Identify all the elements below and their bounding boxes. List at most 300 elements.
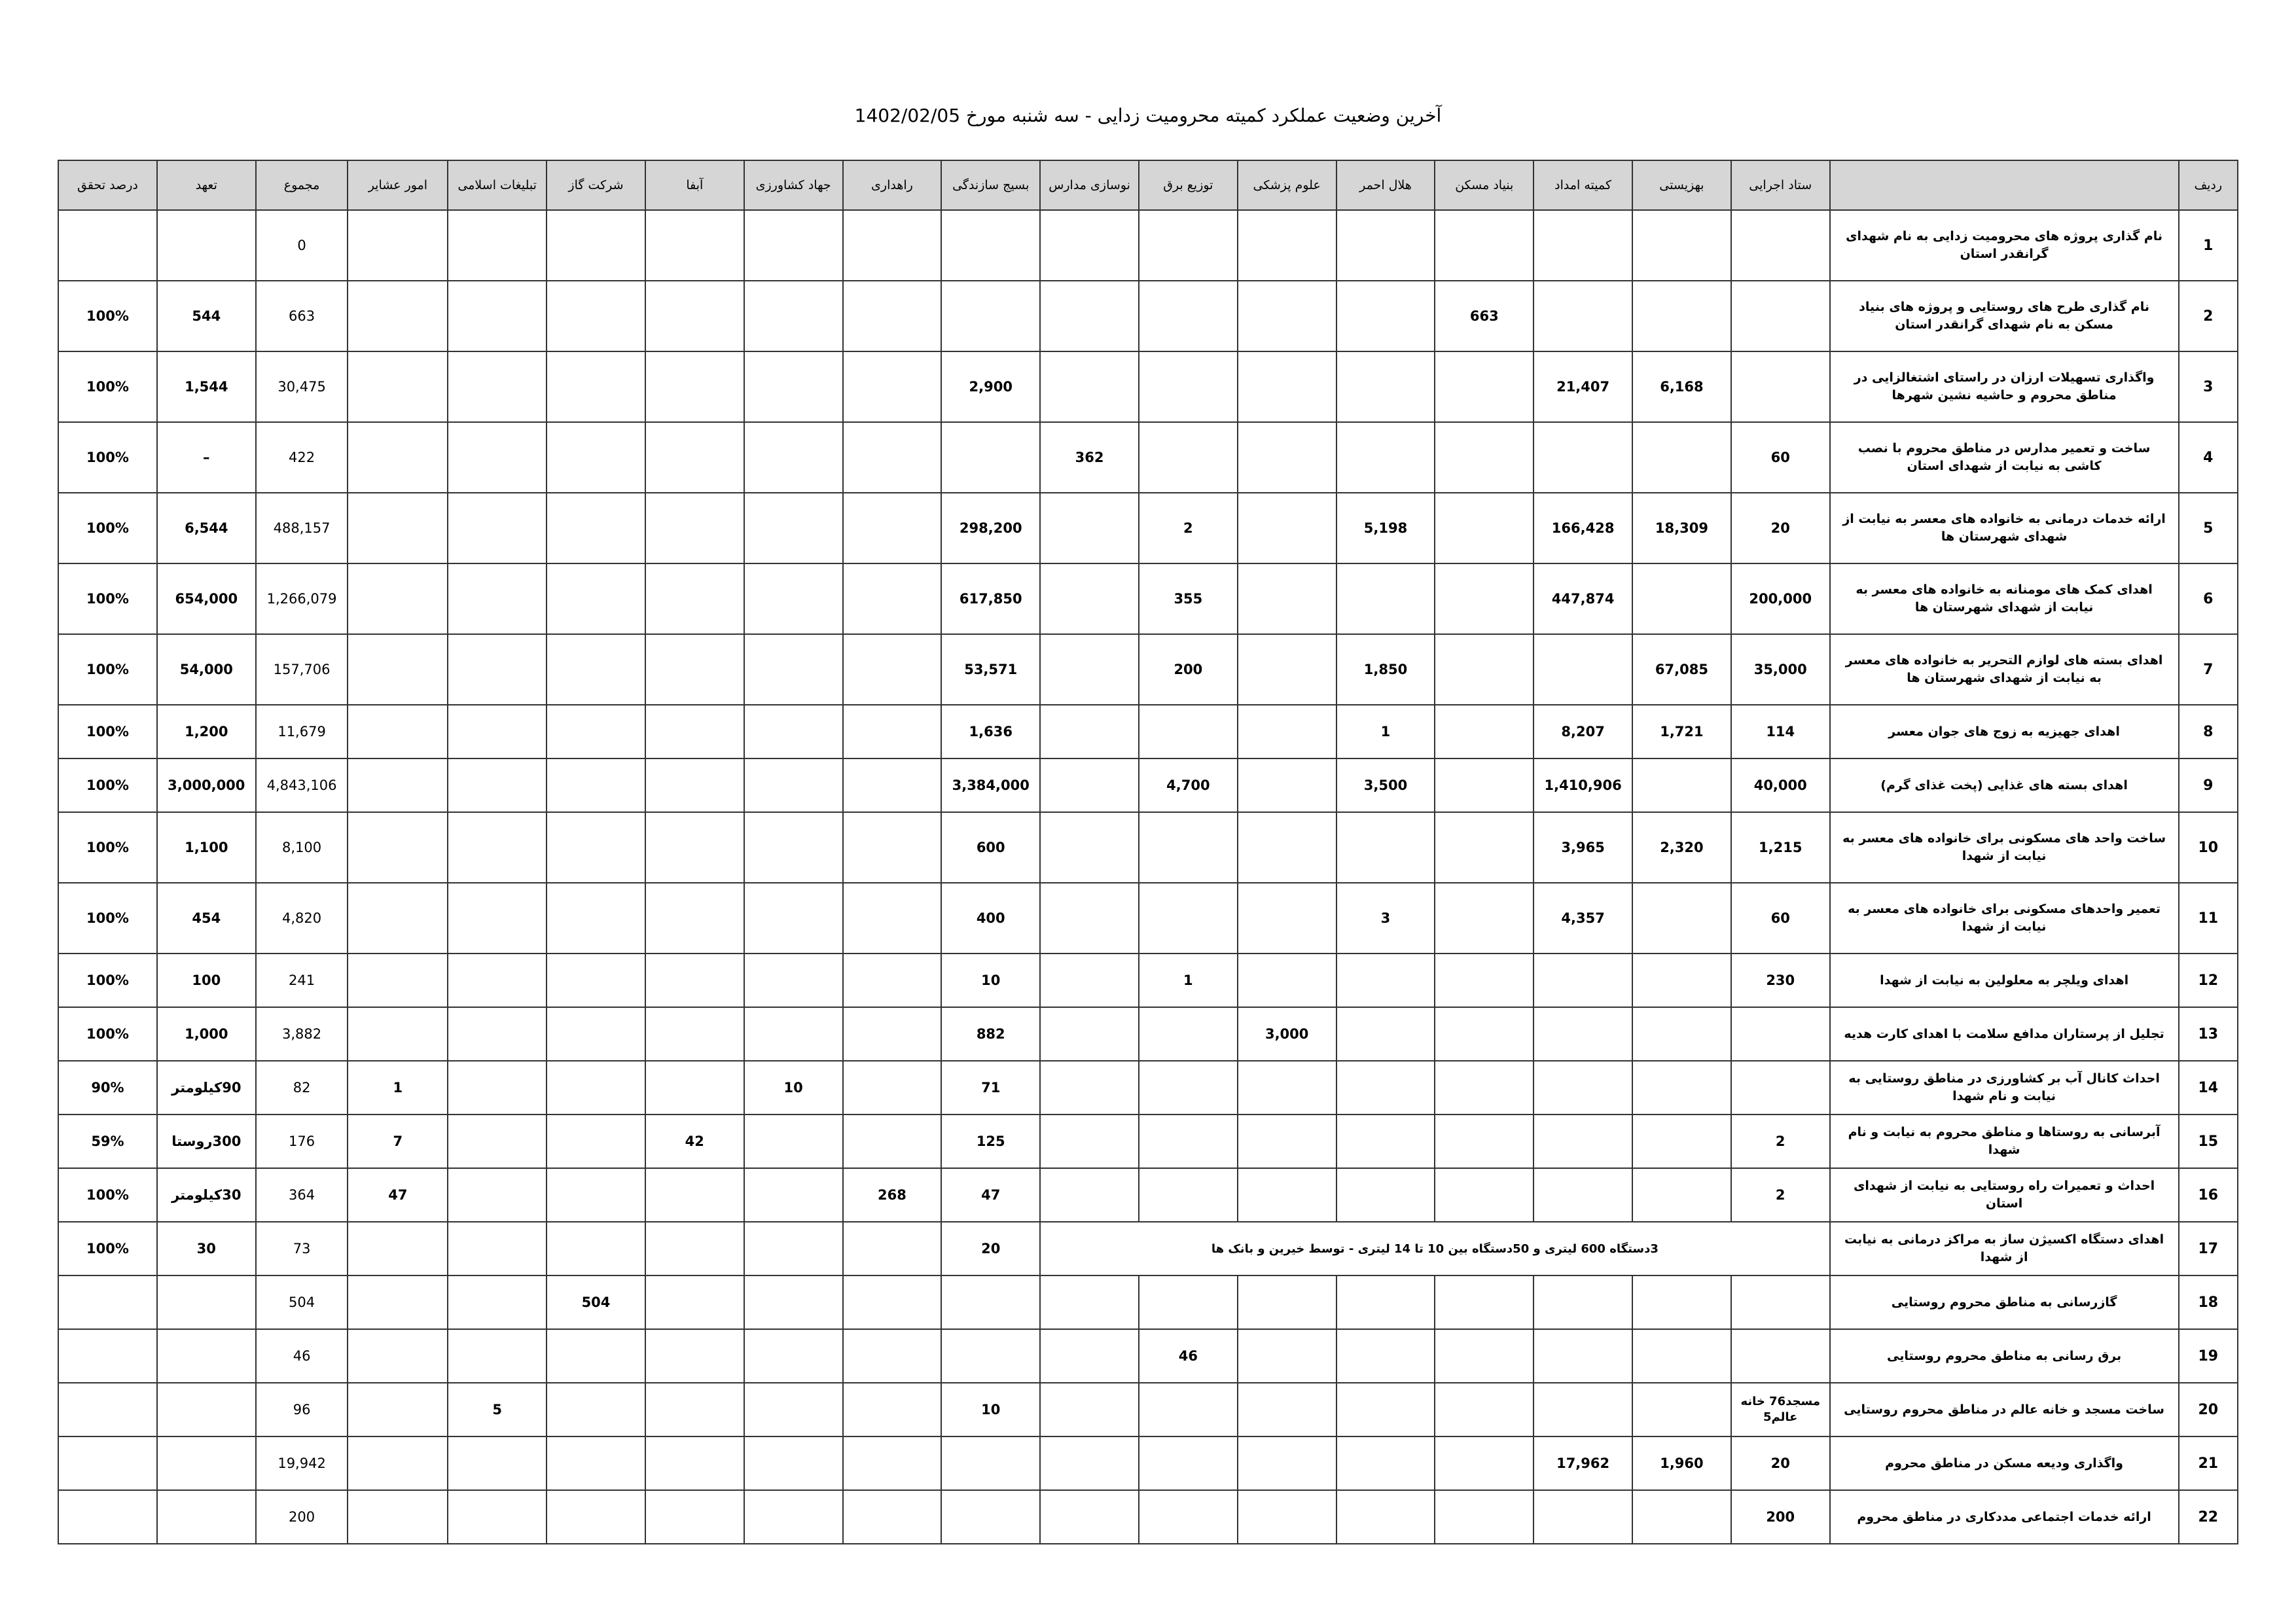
data-cell [1534,1383,1632,1436]
row-number-cell: 1 [2179,210,2238,281]
data-cell [547,758,645,812]
commitment-cell [157,1436,256,1490]
data-cell [1040,1061,1139,1115]
data-cell [448,1222,547,1275]
data-cell [1336,1436,1435,1490]
percent-cell: 100% [58,758,157,812]
data-cell: 4,700 [1139,758,1238,812]
percent-cell: 100% [58,634,157,705]
percent-cell: 100% [58,281,157,351]
data-cell [1238,422,1336,493]
row-number-cell: 11 [2179,883,2238,954]
data-cell [1040,1275,1139,1329]
data-cell [448,210,547,281]
data-cell [1435,634,1534,705]
data-cell [1040,812,1139,883]
data-cell: 1,850 [1336,634,1435,705]
data-cell [1632,758,1731,812]
data-cell [1534,422,1632,493]
data-cell [645,1329,744,1383]
data-cell [843,1490,942,1544]
row-number-cell: 20 [2179,1383,2238,1436]
total-cell: 422 [256,422,348,493]
row-title-cell: اهدای ویلچر به معلولین به نیابت از شهدا [1830,954,2179,1007]
data-cell [1238,210,1336,281]
data-cell [744,1115,843,1168]
data-cell [1731,1061,1830,1115]
commitment-cell: 1,100 [157,812,256,883]
data-cell: 67,085 [1632,634,1731,705]
data-cell: 42 [645,1115,744,1168]
data-cell [843,1383,942,1436]
header-sherkat-gaz: شرکت گاز [547,160,645,210]
commitment-cell [157,1329,256,1383]
data-cell [744,281,843,351]
data-cell [1040,883,1139,954]
data-cell [348,954,448,1007]
data-cell [348,1436,448,1490]
data-cell [448,351,547,422]
data-cell [1336,281,1435,351]
data-cell [1139,1061,1238,1115]
total-cell: 157,706 [256,634,348,705]
data-cell [448,1436,547,1490]
data-cell [1139,210,1238,281]
performance-table [58,160,2238,1544]
data-cell: 60 [1731,883,1830,954]
percent-cell [58,1383,157,1436]
data-cell: 600 [941,812,1040,883]
data-cell [645,954,744,1007]
total-cell: 30,475 [256,351,348,422]
data-cell [1435,493,1534,563]
header-nosazi-madares: نوسازی مدارس [1040,160,1139,210]
table-row [58,954,2238,1007]
data-cell: 17,962 [1534,1436,1632,1490]
data-cell [843,1115,942,1168]
data-cell [645,493,744,563]
data-cell [448,1007,547,1061]
header-oloom-pezeshki: علوم پزشکی [1238,160,1336,210]
data-cell: 2,900 [941,351,1040,422]
data-cell [448,563,547,634]
data-cell [744,422,843,493]
data-cell: 60 [1731,422,1830,493]
data-cell [1336,1007,1435,1061]
data-cell [1040,1436,1139,1490]
data-cell [1139,812,1238,883]
data-cell [1731,281,1830,351]
data-cell [547,563,645,634]
data-cell: 298,200 [941,493,1040,563]
data-cell [348,1490,448,1544]
row-number-cell: 21 [2179,1436,2238,1490]
data-cell [1238,1115,1336,1168]
data-cell: 4,357 [1534,883,1632,954]
data-cell: 3,500 [1336,758,1435,812]
data-cell [744,1275,843,1329]
data-cell [645,1061,744,1115]
commitment-cell: 654,000 [157,563,256,634]
header-total: مجموع [256,160,348,210]
data-cell [1435,1007,1534,1061]
percent-cell: 100% [58,883,157,954]
data-cell: 2 [1139,493,1238,563]
row-title-cell: اهدای بسته های لوازم التحریر به خانواده های معسر به نیابت از شهدای شهرستان ها [1830,634,2179,705]
total-cell: 8,100 [256,812,348,883]
row-title-cell: ساخت مسجد و خانه عالم در مناطق محروم روستایی [1830,1383,2179,1436]
data-cell [1435,705,1534,758]
data-cell [1238,1436,1336,1490]
total-cell: 200 [256,1490,348,1544]
data-cell [1534,1275,1632,1329]
data-cell [1534,634,1632,705]
total-cell: 96 [256,1383,348,1436]
data-cell [1534,1490,1632,1544]
data-cell [843,1436,942,1490]
header-title [1830,160,2179,210]
data-cell [547,954,645,1007]
data-cell: 10 [941,1383,1040,1436]
data-cell [547,422,645,493]
header-tozi-bargh: توزیع برق [1139,160,1238,210]
data-cell [645,1222,744,1275]
row-number-cell: 10 [2179,812,2238,883]
data-cell [1435,1061,1534,1115]
percent-cell: 100% [58,422,157,493]
table-row [58,351,2238,422]
data-cell [448,493,547,563]
commitment-cell: 54,000 [157,634,256,705]
data-cell: 663 [1435,281,1534,351]
data-cell [1040,281,1139,351]
data-cell [1435,351,1534,422]
row-title-cell: آبرسانی به روستاها و مناطق محروم به نیابت و نام شهدا [1830,1115,2179,1168]
data-cell: 5,198 [1336,493,1435,563]
data-cell [1139,351,1238,422]
data-cell [941,1275,1040,1329]
data-cell: 47 [941,1168,1040,1222]
table-row [58,1007,2238,1061]
data-cell [1435,210,1534,281]
data-cell: 200 [1731,1490,1830,1544]
data-cell: 1,215 [1731,812,1830,883]
row-title-cell: نام گذاری طرح های روستایی و پروژه های بنیاد مسکن به نام شهدای گرانقدر استان [1830,281,2179,351]
data-cell: 2 [1731,1115,1830,1168]
table-row [58,422,2238,493]
data-cell [941,1490,1040,1544]
data-cell [1435,1115,1534,1168]
data-cell [744,1007,843,1061]
data-cell [1238,883,1336,954]
data-cell [1040,351,1139,422]
header-tablighat-eslami: تبلیغات اسلامی [448,160,547,210]
row-title-cell: نام گذاری پروژه های محرومیت زدایی به نام شهدای گرانقدر استان [1830,210,2179,281]
commitment-cell: 30 [157,1222,256,1275]
data-cell: 125 [941,1115,1040,1168]
data-cell [843,210,942,281]
data-cell [348,210,448,281]
header-radif: ردیف [2179,160,2238,210]
data-cell [448,758,547,812]
data-cell [843,1222,942,1275]
data-cell [1632,1383,1731,1436]
data-cell [843,634,942,705]
data-cell [1040,1007,1139,1061]
data-cell [941,281,1040,351]
data-cell [348,812,448,883]
data-cell [547,1383,645,1436]
percent-cell [58,1329,157,1383]
data-cell [448,1490,547,1544]
data-cell [348,1222,448,1275]
total-cell: 0 [256,210,348,281]
data-cell [547,1168,645,1222]
data-cell [1040,563,1139,634]
data-cell [1139,705,1238,758]
data-cell: 1 [1139,954,1238,1007]
data-cell [843,493,942,563]
data-cell [1435,1490,1534,1544]
data-cell [645,210,744,281]
row-number-cell: 15 [2179,1115,2238,1168]
row-title-cell: احداث کانال آب بر کشاورزی در مناطق روستایی به نیابت و نام شهدا [1830,1061,2179,1115]
row-title-cell: اهدای کمک های مومنانه به خانواده های معسر به نیابت از شهدای شهرستان ها [1830,563,2179,634]
data-cell [547,1436,645,1490]
table-header-row [58,160,2238,210]
row-title-cell: اهدای دستگاه اکسیژن ساز به مراکز درمانی به نیابت از شهدا [1830,1222,2179,1275]
header-helal-ahmar: هلال احمر [1336,160,1435,210]
commitment-cell [157,210,256,281]
total-cell: 663 [256,281,348,351]
percent-cell: 90% [58,1061,157,1115]
header-bonyad-maskan: بنیاد مسکن [1435,160,1534,210]
data-cell [744,1168,843,1222]
data-cell: 362 [1040,422,1139,493]
data-cell [1238,705,1336,758]
data-cell [1731,1007,1830,1061]
row-number-cell: 12 [2179,954,2238,1007]
data-cell: 200 [1139,634,1238,705]
data-cell [448,1275,547,1329]
data-cell [744,705,843,758]
row-number-cell: 17 [2179,1222,2238,1275]
data-cell [1238,563,1336,634]
data-cell [1336,1275,1435,1329]
data-cell [1139,1436,1238,1490]
data-cell: 18,309 [1632,493,1731,563]
data-cell [645,758,744,812]
row-number-cell: 2 [2179,281,2238,351]
data-cell [1139,1168,1238,1222]
data-cell [1731,351,1830,422]
row-number-cell: 9 [2179,758,2238,812]
data-cell [645,634,744,705]
commitment-cell: 454 [157,883,256,954]
data-cell [348,422,448,493]
data-cell [1336,422,1435,493]
row-number-cell: 19 [2179,1329,2238,1383]
data-cell [645,422,744,493]
data-cell [645,281,744,351]
table-row [58,883,2238,954]
data-cell [1632,422,1731,493]
data-cell: 3,000 [1238,1007,1336,1061]
percent-cell: 100% [58,1222,157,1275]
data-cell [1534,210,1632,281]
data-cell [1534,1007,1632,1061]
data-cell [645,563,744,634]
data-cell: 71 [941,1061,1040,1115]
data-cell [348,563,448,634]
data-cell [1731,1275,1830,1329]
data-cell [645,1436,744,1490]
header-commitment: تعهد [157,160,256,210]
row-title-cell: برق رسانی به مناطق محروم روستایی [1830,1329,2179,1383]
data-cell [1238,281,1336,351]
data-cell [1534,1329,1632,1383]
data-cell [1534,1115,1632,1168]
data-cell [448,1168,547,1222]
row-title-cell: واگذاری تسهیلات ارزان در راستای اشتغالزایی در مناطق محروم و حاشیه نشین شهرها [1830,351,2179,422]
data-cell: 20 [1731,493,1830,563]
commitment-cell: 1,544 [157,351,256,422]
data-cell [941,422,1040,493]
percent-cell: 100% [58,493,157,563]
data-cell [744,493,843,563]
data-cell [843,1007,942,1061]
row-number-cell: 22 [2179,1490,2238,1544]
percent-cell: 100% [58,954,157,1007]
commitment-cell: 3,000,000 [157,758,256,812]
table-row [58,1115,2238,1168]
table-row [58,1222,2238,1275]
data-cell [1435,1168,1534,1222]
data-cell: 400 [941,883,1040,954]
row-number-cell: 14 [2179,1061,2238,1115]
data-cell [1435,758,1534,812]
data-cell [645,812,744,883]
data-cell [645,1383,744,1436]
total-cell: 364 [256,1168,348,1222]
data-cell [1435,812,1534,883]
data-cell [1139,281,1238,351]
data-cell [348,1275,448,1329]
row-title-cell: تجلیل از پرستاران مدافع سلامت با اهدای کارت هدیه [1830,1007,2179,1061]
commitment-cell: 90کیلومتر [157,1061,256,1115]
data-cell [1139,883,1238,954]
data-cell [547,812,645,883]
data-cell [843,1275,942,1329]
data-cell: 20 [941,1222,1040,1275]
total-cell: 1,266,079 [256,563,348,634]
data-cell [744,210,843,281]
table-row [58,1383,2238,1436]
data-cell [547,1007,645,1061]
data-cell [1238,812,1336,883]
data-cell [1435,1329,1534,1383]
header-percent: درصد تحقق [58,160,157,210]
total-cell: 4,843,106 [256,758,348,812]
data-cell [1534,1168,1632,1222]
data-cell [547,1490,645,1544]
data-cell [448,1115,547,1168]
data-cell [1534,1061,1632,1115]
table-row [58,281,2238,351]
data-cell [1336,812,1435,883]
data-cell [1238,1383,1336,1436]
data-cell: 35,000 [1731,634,1830,705]
data-cell [1336,1115,1435,1168]
total-cell: 11,679 [256,705,348,758]
data-cell [547,1222,645,1275]
data-cell [843,812,942,883]
table-row [58,634,2238,705]
data-cell [645,1490,744,1544]
data-cell [1238,758,1336,812]
data-cell: 1 [348,1061,448,1115]
data-cell [547,1061,645,1115]
row-number-cell: 13 [2179,1007,2238,1061]
data-cell [1238,1490,1336,1544]
data-cell: 21,407 [1534,351,1632,422]
data-cell [1435,563,1534,634]
data-cell [348,1007,448,1061]
commitment-cell: 300روستا [157,1115,256,1168]
data-cell [1238,954,1336,1007]
data-cell [547,210,645,281]
data-cell [1632,1061,1731,1115]
data-cell [1632,1115,1731,1168]
header-behzisti: بهزیستی [1632,160,1731,210]
data-cell [1632,883,1731,954]
data-cell [448,422,547,493]
data-cell [843,758,942,812]
data-cell: 6,168 [1632,351,1731,422]
data-cell [547,493,645,563]
table-row [58,1168,2238,1222]
data-cell [1534,954,1632,1007]
percent-cell: 100% [58,705,157,758]
data-cell [1336,351,1435,422]
data-cell [1040,1383,1139,1436]
table-row [58,705,2238,758]
data-cell [1238,1275,1336,1329]
data-cell [1040,1329,1139,1383]
total-cell: 4,820 [256,883,348,954]
data-cell: مسجد76 خانه عالم5 [1731,1383,1830,1436]
total-cell: 46 [256,1329,348,1383]
data-cell [1238,1329,1336,1383]
table-row [58,1329,2238,1383]
data-cell [1632,563,1731,634]
data-cell [1336,210,1435,281]
data-cell [1534,281,1632,351]
data-cell [744,634,843,705]
table-row [58,1275,2238,1329]
data-cell [744,1490,843,1544]
data-cell [645,883,744,954]
data-cell [645,1007,744,1061]
data-cell [448,954,547,1007]
data-cell [843,281,942,351]
data-cell [1139,1007,1238,1061]
row-number-cell: 18 [2179,1275,2238,1329]
data-cell [1040,1490,1139,1544]
total-cell: 82 [256,1061,348,1115]
data-cell [1238,634,1336,705]
data-cell [348,883,448,954]
